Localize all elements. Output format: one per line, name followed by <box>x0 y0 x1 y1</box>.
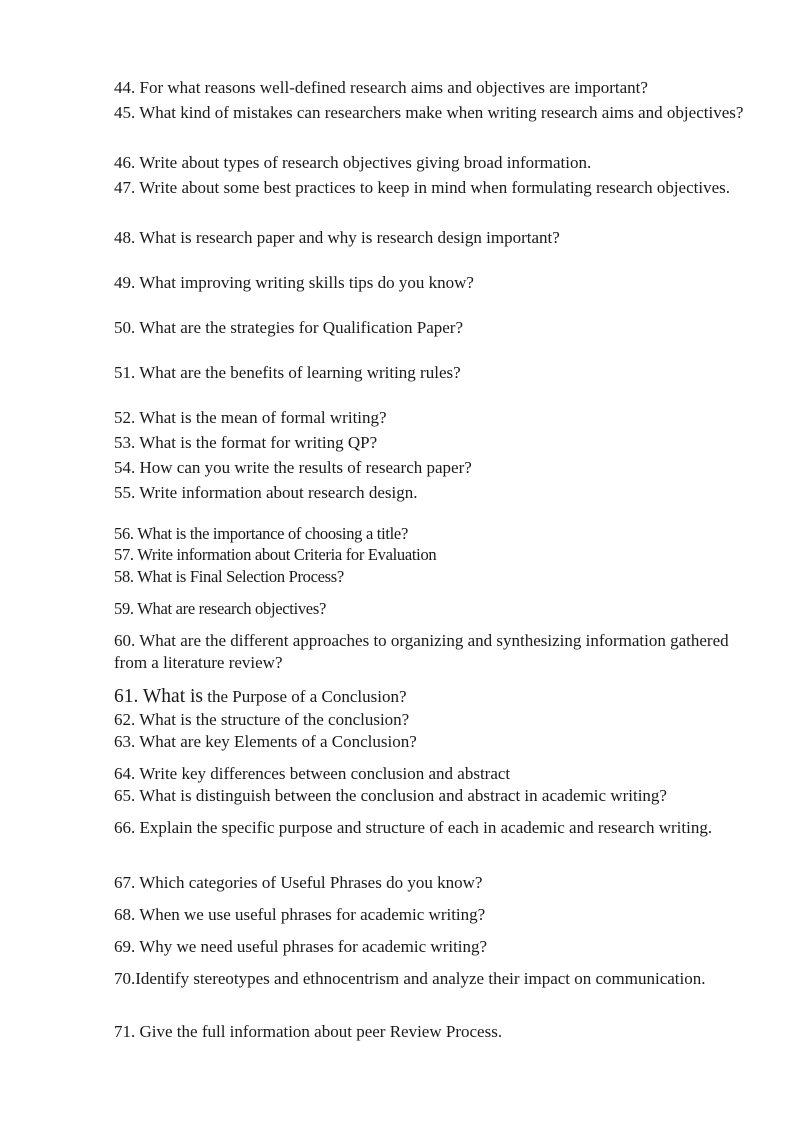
question-61-rest: the Purpose of a Conclusion? <box>203 687 407 706</box>
question-59: 59. What are research objectives? <box>114 599 326 618</box>
question-62: 62. What is the structure of the conclusion? <box>114 710 410 729</box>
question-51: 51. What are the benefits of learning writing rules? <box>114 363 461 382</box>
question-55: 55. Write information about research design. <box>114 483 418 502</box>
question-45: 45. What kind of mistakes can researchers make when writing research aims and objectives? <box>114 103 744 122</box>
question-50: 50. What are the strategies for Qualification Paper? <box>114 318 463 337</box>
question-65: 65. What is distinguish between the conclusion and abstract in academic writing? <box>114 786 667 805</box>
question-61-prefix: 61. What is <box>114 686 204 707</box>
question-58: 58. What is Final Selection Process? <box>114 567 344 586</box>
question-49: 49. What improving writing skills tips do you know? <box>114 273 474 292</box>
question-44: 44. For what reasons well-defined research aims and objectives are important? <box>114 78 648 97</box>
question-60: 60. What are the different approaches to organizing and synthesizing information gathered from a literature review? <box>114 631 729 672</box>
question-47: 47. Write about some best practices to keep in mind when formulating research objectives. <box>114 178 731 197</box>
question-61 <box>114 686 754 708</box>
question-67: 67. Which categories of Useful Phrases do you know? <box>114 873 483 892</box>
question-46: 46. Write about types of research objectives giving broad information. <box>114 153 592 172</box>
question-57: 57. Write information about Criteria for Evaluation <box>114 545 437 564</box>
question-56: 56. What is the importance of choosing a title? <box>114 524 408 543</box>
question-71: 71. Give the full information about peer Review Process. <box>114 1022 503 1041</box>
question-64: 64. Write key differences between conclusion and abstract <box>114 764 511 783</box>
question-66: 66. Explain the specific purpose and structure of each in academic and research writing. <box>114 818 713 837</box>
question-70: 70.Identify stereotypes and ethnocentrism and analyze their impact on communication. <box>114 969 706 988</box>
question-52: 52. What is the mean of formal writing? <box>114 408 387 427</box>
question-48: 48. What is research paper and why is research design important? <box>114 228 560 247</box>
question-54: 54. How can you write the results of research paper? <box>114 458 472 477</box>
question-53: 53. What is the format for writing QP? <box>114 433 378 452</box>
question-69: 69. Why we need useful phrases for academic writing? <box>114 937 488 956</box>
question-68: 68. When we use useful phrases for academic writing? <box>114 905 486 924</box>
question-63: 63. What are key Elements of a Conclusion? <box>114 732 417 751</box>
